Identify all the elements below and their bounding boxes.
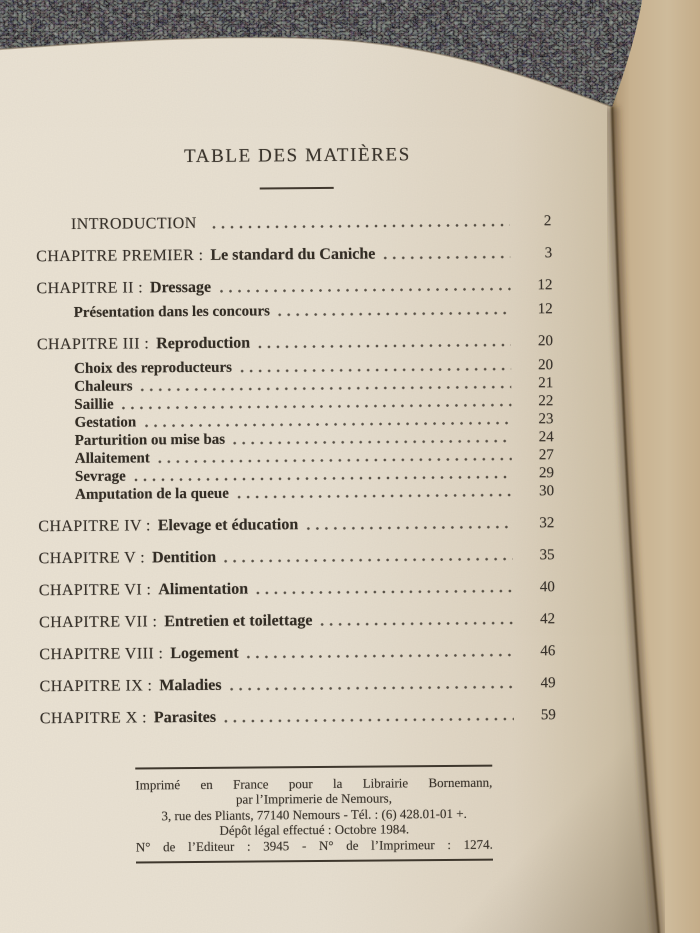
dot-leader [258,342,511,349]
colophon [135,765,493,864]
dot-leader [141,384,512,392]
dot-leader [233,438,512,445]
dot-leader [383,254,510,260]
toc-row [36,276,552,298]
toc-row [36,212,552,234]
toc-entry-page: 20 [537,333,553,350]
colophon-lines [135,775,493,855]
toc-row [39,610,555,632]
dot-leader [237,492,512,499]
dot-leader [306,524,512,531]
toc-entry-prefix: CHAPITRE II : [36,279,144,298]
toc-entry-page: 29 [538,465,555,482]
colophon-line: 3, rue des Pliants, 77140 Nemours - Tél. : (6) 428.01-01 +. [161,805,467,824]
title-underline [260,187,334,190]
toc-row [40,674,556,696]
colophon-line: N° de l’Editeur : 3945 - N° de l’Imprimeur : 1274. [135,836,493,855]
dot-leader [212,222,510,229]
toc-entry-title: Gestation [74,414,137,431]
colophon-line: Dépôt légal effectué : Octobre 1984. [219,821,410,839]
toc-entry-page: 32 [539,515,555,532]
toc-entry-page: 21 [538,375,554,392]
toc-entry-page: 24 [538,429,554,446]
toc-entry-page: 23 [538,411,554,428]
toc-entry-title: Logement [170,644,239,663]
toc-list [36,212,556,728]
toc-entry-title: Reproduction [156,334,251,353]
dot-leader [219,286,510,293]
toc-entry-page: 22 [538,393,554,410]
toc-entry-page: 12 [537,277,553,294]
toc-entry-prefix: CHAPITRE IV : [38,517,151,536]
toc-entry-title: Saillie [74,396,114,413]
toc-row [37,332,553,354]
toc-entry-title: Dentition [151,548,217,567]
dot-leader [224,716,514,723]
toc-entry-title: Alimentation [158,580,249,599]
toc-row [39,546,555,568]
toc-entry-page: 49 [540,675,556,692]
toc-entry-prefix: CHAPITRE VI : [38,581,152,600]
dot-leader [224,556,513,563]
toc-row [39,578,555,600]
toc-entry-title: Présentation dans les concours [73,303,270,321]
toc-entry-prefix: CHAPITRE VII : [39,613,158,632]
toc-row [40,706,556,728]
dot-leader [122,402,512,410]
toc-entry-title: Sevrage [74,468,126,485]
dot-leader [256,588,513,595]
toc-entry-prefix: CHAPITRE VIII : [39,645,164,664]
toc-entry-title: Le standard du Caniche [210,245,376,264]
toc-row [36,244,552,266]
dot-leader [230,684,514,691]
toc-entry-title: Entretien et toilettage [164,612,313,631]
toc-row [38,514,554,536]
toc-entry-page: 27 [538,447,554,464]
toc-entry-prefix: CHAPITRE PREMIER : [36,246,204,266]
dot-leader [144,420,511,428]
toc-entry-title: Elevage et éducation [157,516,299,535]
toc-entry-prefix: INTRODUCTION [70,214,197,233]
dot-leader [158,456,512,464]
toc-entry-page: 35 [539,547,555,564]
toc-entry-prefix: CHAPITRE III : [36,335,150,354]
toc-entry-title: Maladies [159,676,222,695]
dot-leader [278,310,511,317]
toc-row [37,300,553,322]
toc-entry-page: 40 [539,579,555,596]
toc-entry-prefix: CHAPITRE V : [38,549,146,568]
toc-entry-title: Allaitement [74,450,150,467]
toc-entry-page: 20 [538,357,554,374]
toc-entry-page: 59 [540,707,556,724]
toc-entry-title: Parturition ou mise bas [74,431,226,449]
toc-entry-page: 12 [537,301,553,318]
colophon-line: Imprimé en France pour la Librairie Bornemann, [135,774,493,793]
toc-entry-page: 2 [543,213,553,230]
toc-entry-title: Dressage [149,278,212,297]
dot-leader [134,474,512,482]
toc-entry-title: Parasites [153,708,217,727]
toc-entry-title: Chaleurs [74,378,133,395]
colophon-line: par l’Imprimerie de Nemours, [235,790,393,808]
dot-leader [320,620,513,627]
toc-entry-page: 30 [539,483,555,500]
toc-entry-page: 3 [544,245,553,262]
toc-entry-prefix: CHAPITRE IX : [39,677,153,696]
toc-row [38,482,554,504]
toc-entry-title: Amputation de la queue [75,485,229,503]
toc-row [39,642,555,664]
toc-entry-page: 42 [540,611,556,628]
dot-leader [247,652,514,659]
toc-entry-title: Choix des reproducteurs [74,359,232,377]
dot-leader [240,366,511,373]
toc-entry-prefix: CHAPITRE X : [39,709,147,728]
toc-entry-page: 46 [540,643,556,660]
page-title: TABLE DES MATIÈRES [183,144,411,168]
